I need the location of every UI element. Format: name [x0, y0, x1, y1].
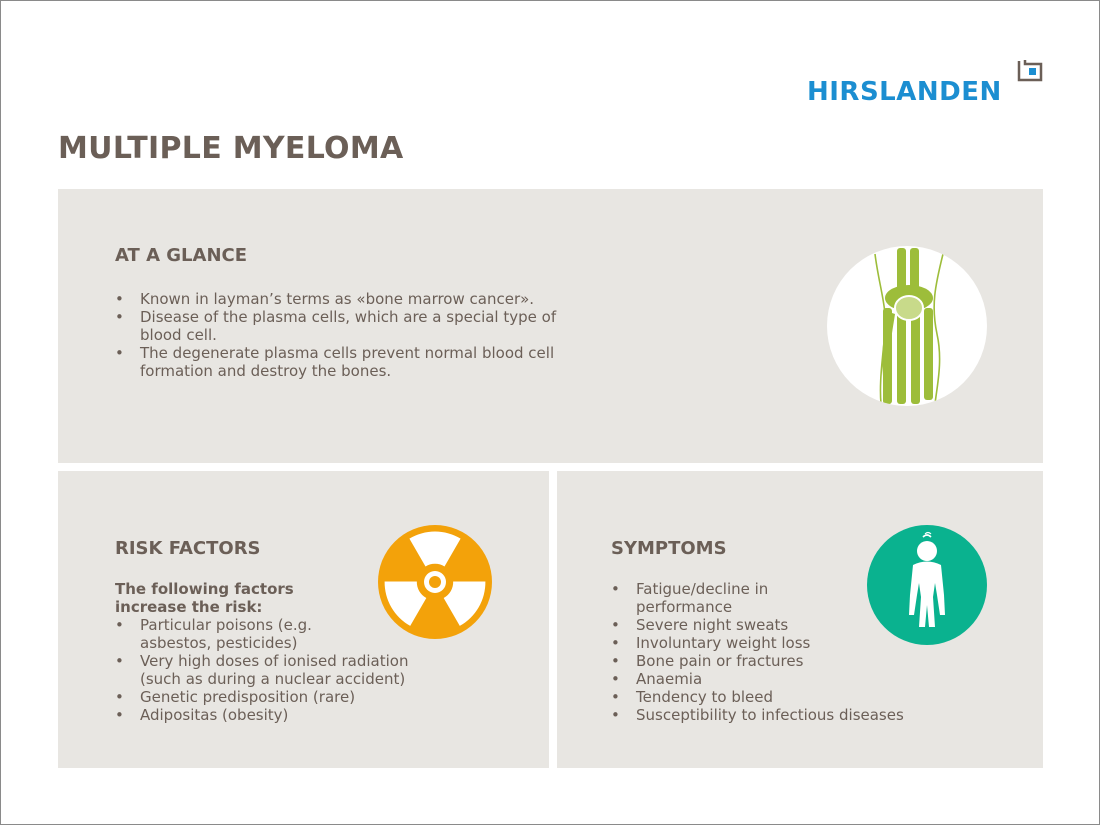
brand-name: HIRSLANDEN	[807, 77, 1002, 107]
at-a-glance-panel	[58, 189, 1043, 463]
list-item: • Genetic predisposition (rare)	[115, 688, 435, 706]
list-item: • Disease of the plasma cells, which are a special type of blood cell.	[115, 308, 565, 344]
radiation-icon	[378, 525, 492, 639]
risk-intro: The following factors increase the risk:	[115, 580, 294, 616]
list-item: • Tendency to bleed	[611, 688, 941, 706]
list-item: • Anaemia	[611, 670, 941, 688]
hirslanden-logo	[807, 57, 1047, 109]
tired-person-icon	[867, 525, 987, 645]
list-item: • Fatigue/decline in performance	[611, 580, 816, 616]
list-item: • Known in layman’s terms as «bone marrow cancer».	[115, 290, 565, 308]
list-item: • Adipositas (obesity)	[115, 706, 435, 724]
list-item: • Involuntary weight loss	[611, 634, 941, 652]
list-item: • Particular poisons (e.g. asbestos, pesticides)	[115, 616, 340, 652]
list-item: • Susceptibility to infectious diseases	[611, 706, 941, 724]
knee-bones-icon	[827, 246, 987, 406]
risk-factors-panel	[58, 471, 549, 768]
symptoms-heading: SYMPTOMS	[611, 538, 727, 559]
page-title: MULTIPLE MYELOMA	[58, 131, 404, 166]
logo-mark-icon	[1016, 57, 1044, 83]
list-item: • The degenerate plasma cells prevent normal blood cell formation and destroy the bones.	[115, 344, 565, 380]
at-a-glance-list	[115, 290, 565, 380]
list-item: • Bone pain or fractures	[611, 652, 941, 670]
symptoms-panel	[557, 471, 1043, 768]
list-item: • Very high doses of ionised radiation (such as during a nuclear accident)	[115, 652, 435, 688]
list-item: • Severe night sweats	[611, 616, 941, 634]
risk-factors-heading: RISK FACTORS	[115, 538, 261, 559]
at-a-glance-heading: AT A GLANCE	[115, 245, 248, 266]
risk-factors-list	[115, 616, 435, 724]
